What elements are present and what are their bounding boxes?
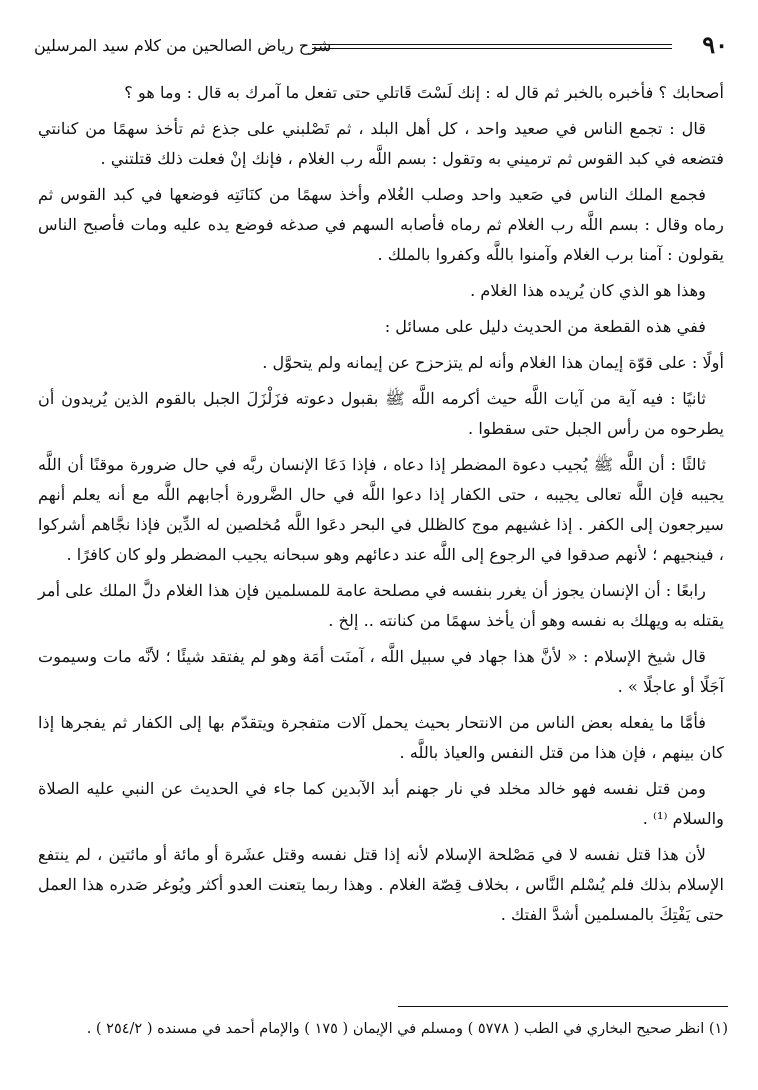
paragraph: أولًا : على قوّة إيمان هذا الغلام وأنه لم يتزحزح عن إيمانه ولم يتحوَّل . [262,353,724,372]
paragraph: ففي هذه القطعة من الحديث دليل على مسائل : [384,317,706,336]
paragraph: وهذا هو الذي كان يُريده هذا الغلام . [470,281,706,300]
body-text [38,78,724,936]
paragraph: ومن قتل نفسه فهو خالد مخلد في نار جهنم أبد الآبدين كما جاء في الحديث عن النبي عليه الصلاة والسلام ⁽¹⁾ . [38,779,724,828]
footnote: (١) انظر صحيح البخاري في الطب ( ٥٧٧٨ ) ومسلم في الإيمان ( ١٧٥ ) والإمام أحمد في مسنده ( ٢٥٤/٢ ) . [86,1021,728,1037]
header-double-rule [312,44,672,49]
paragraph: لأن هذا قتل نفسه لا في مَصْلحة الإسلام لأنه إذا قتل نفسه وقتل عشَرة أو مائة أو مائتين ، لم ينتفع الإسلام بذلك فلم يُسْلم النَّاس ، بخلاف قِصّة الغلام . وهذا ربما يتعنت العدو أكثر ويُوغر صَدره هذا العمل حتى يَفْتِكَ بالمسلمين أشدَّ الفتك . [38,845,724,924]
footnote-separator [398,1006,728,1007]
paragraph: قال : تجمع الناس في صعيد واحد ، كل أهل البلد ، ثم تَصْلبني على جذع ثم تأخذ سهمًا من كنانتي فتضعه في كبد القوس ثم ترميني به وتقول : بسم اللَّه رب الغلام ، فإنك إنْ فعلت ذلك قتلتني . [38,119,724,168]
page-header [34,30,728,62]
paragraph: رابعًا : أن الإنسان يجوز أن يغرر بنفسه في مصلحة عامة للمسلمين فإن هذا الغلام دلَّ الملك على أمر يقتله به ويهلك به نفسه وهو أن يأخذ سهمًا من كنانته .. إلخ . [38,581,724,630]
running-title: شرح رياض الصالحين من كلام سيد المرسلين [34,36,332,55]
paragraph: أصحابك ؟ فأخبره بالخبر ثم قال له : إنك لَسْتَ قَاتلي حتى تفعل ما آمرك به قال : وما هو ؟ [124,83,724,102]
paragraph: قال شيخ الإسلام : « لأنَّ هذا جهاد في سبيل اللَّه ، آمنَت أمَة وهو لم يفتقد شيئًا ؛ لأنَّه مات وسيموت آجَلًا أو عاجلًا » . [38,647,724,696]
paragraph: فأمَّا ما يفعله بعض الناس من الانتحار بحيث يحمل آلات متفجرة ويتقدّم بها إلى الكفار ثم يفجرها إذا كان بينهم ، فإن هذا من قتل النفس والعياذ باللَّه . [38,713,724,762]
paragraph: ثالثًا : أن اللَّه ﷺ يُجيب دعوة المضطر إذا دعاه ، فإذا دَعَا الإنسان ربَّه في حال ضرورة موقنًا أن اللَّه يجيبه فإن اللَّه تعالى يجيبه ، حتى الكفار إذا دعوا اللَّه في حال الضَّرورة أجابهم اللَّه مع أنه يعلم أنهم سيرجعون إلى الكفر . إذا غشيهم موج كالظلل في البحر دعَوا اللَّه مُخلصين له الدِّين فإذا نجَّاهم أشركوا ، فينجيهم ؛ لأنهم صدقوا في الرجوع إلى اللَّه عند دعائهم وهو سبحانه يجيب المضطر ولو كان كافرًا . [38,455,724,564]
page-number: ٩٠ [702,30,728,59]
paragraph: فجمع الملك الناس في صَعيد واحد وصلب الغُلام وأخذ سهمًا من كنَانَتِه فوضعها في كبد القوس ثم رماه وقال : بسم اللَّه رب الغلام ثم رماه فأصابه السهم في صدغه فوضع يده عليه ومات فأصبح الناس يقولون : آمنا برب الغلام وآمنوا باللَّه وكفروا بالملك . [38,185,724,264]
paragraph: ثانيًا : فيه آية من آيات اللَّه حيث أكرمه اللَّه ﷺ بقبول دعوته فزَلْزَلَ الجبل بالقوم الذين يُريدون أن يطرحوه من رأس الجبل حتى سقطوا . [38,389,724,438]
